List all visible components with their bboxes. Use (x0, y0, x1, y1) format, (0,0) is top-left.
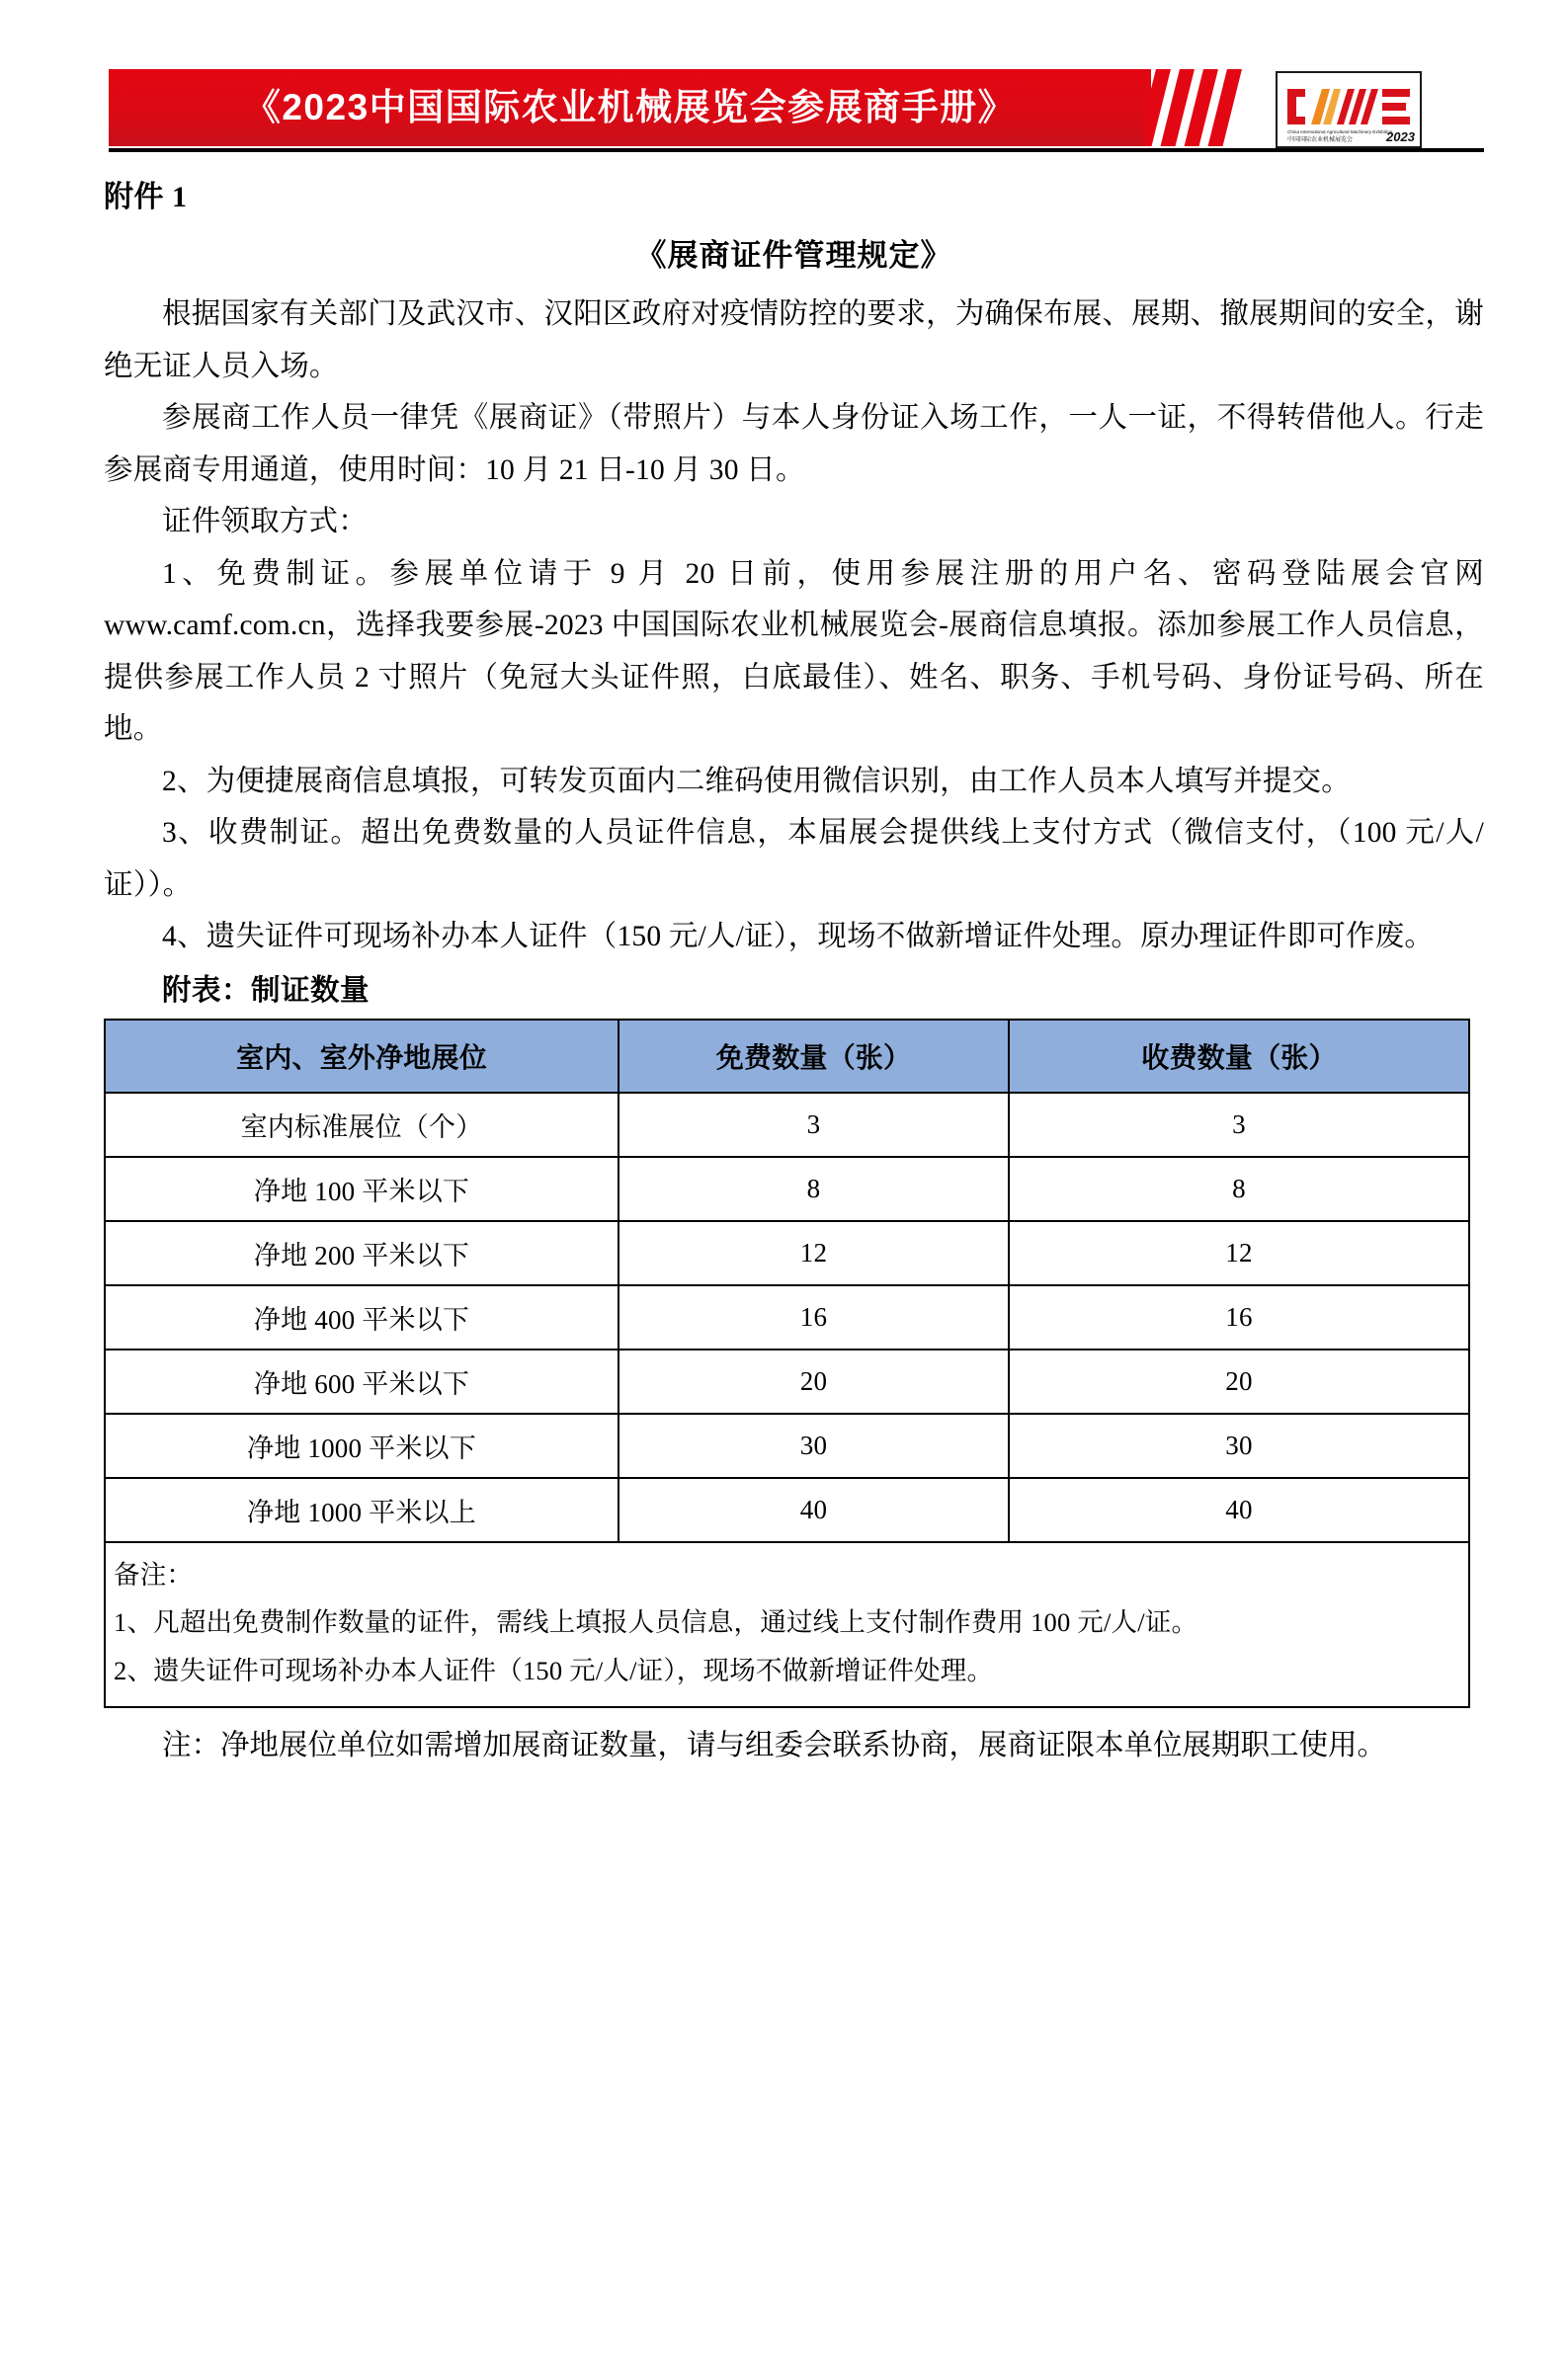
cell-booth-type: 室内标准展位（个） (105, 1093, 619, 1157)
paragraph-item-1: 1、免费制证。参展单位请于 9 月 20 日前，使用参展注册的用户名、密码登陆展会官网 www.camf.com.cn，选择我要参展-2023 中国国际农业机械展览会-展商信息填报。添加参展工作人员信息，提供参展工作人员 2 寸照片（免冠大头证件照，白底最佳）、姓名、职务、手机号码、身份证号码、所在地。 (104, 557, 1484, 745)
cell-booth-type: 净地 200 平米以下 (105, 1221, 619, 1285)
cell-free-count: 30 (619, 1414, 1009, 1478)
cell-paid-count: 8 (1009, 1157, 1469, 1221)
table-caption: 附表：制证数量 (162, 974, 371, 1007)
table-row (105, 1093, 1469, 1157)
table-header-row (105, 1020, 1469, 1093)
cell-free-count: 8 (619, 1157, 1009, 1221)
table-row (105, 1285, 1469, 1350)
table-notes-cell (105, 1542, 1469, 1708)
final-note: 注：净地展位单位如需增加展商证数量，请与组委会联系协商，展商证限本单位展期职工使用。 (162, 1730, 1387, 1762)
logo-year: 2023 (1386, 129, 1415, 144)
paragraph-1: 根据国家有关部门及武汉市、汉阳区政府对疫情防控的要求，为确保布展、展期、撤展期间的安全，谢绝无证人员入场。 (104, 298, 1484, 382)
notes-title: 备注： (114, 1559, 194, 1590)
cell-paid-count: 30 (1009, 1414, 1469, 1478)
paragraph-item-4: 4、遗失证件可现场补办本人证件（150 元/人/证），现场不做新增证件处理。原办理证件即可作废。 (162, 921, 1435, 952)
header-banner (109, 69, 1215, 146)
header-divider (109, 148, 1484, 152)
cell-booth-type: 净地 600 平米以下 (105, 1350, 619, 1414)
cell-paid-count: 16 (1009, 1285, 1469, 1350)
notes-item-2: 2、遗失证件可现场补办本人证件（150 元/人/证），现场不做新增证件处理。 (114, 1656, 994, 1686)
logo-tagline-cn: 中国国际农业机械展览会 (1287, 137, 1354, 143)
column-header-booth-type: 室内、室外净地展位 (105, 1020, 619, 1093)
document-body (104, 183, 1484, 1772)
table-row (105, 1157, 1469, 1221)
notes-item-1: 1、凡超出免费制作数量的证件，需线上填报人员信息，通过线上支付制作费用 100 元/人/证。 (114, 1607, 1198, 1638)
cell-free-count: 20 (619, 1350, 1009, 1414)
banner-title: 《2023中国国际农业机械展览会参展商手册》 (243, 87, 1017, 127)
column-header-free-count: 免费数量（张） (619, 1020, 1009, 1093)
paragraph-item-3: 3、收费制证。超出免费数量的人员证件信息，本届展会提供线上支付方式（微信支付，（100 元/人/证））。 (104, 817, 1484, 901)
banner-diagonal-stripes-icon (1144, 69, 1243, 146)
cell-paid-count: 20 (1009, 1350, 1469, 1414)
cell-free-count: 40 (619, 1478, 1009, 1542)
camf-logo (1276, 71, 1422, 148)
cell-booth-type: 净地 100 平米以下 (105, 1157, 619, 1221)
cell-paid-count: 3 (1009, 1093, 1469, 1157)
column-header-paid-count: 收费数量（张） (1009, 1020, 1469, 1093)
table-row (105, 1221, 1469, 1285)
paragraph-item-2: 2、为便捷展商信息填报，可转发页面内二维码使用微信识别，由工作人员本人填写并提交。 (162, 765, 1351, 797)
paragraph-collection-methods: 证件领取方式： (162, 506, 368, 537)
certificate-quantity-table (104, 1019, 1470, 1709)
cell-free-count: 12 (619, 1221, 1009, 1285)
table-row (105, 1478, 1469, 1542)
table-row (105, 1350, 1469, 1414)
page-header (0, 0, 1568, 163)
cell-free-count: 16 (619, 1285, 1009, 1350)
cell-paid-count: 40 (1009, 1478, 1469, 1542)
attachment-label: 附件 1 (104, 181, 188, 213)
table-row (105, 1414, 1469, 1478)
logo-tagline-en: China International Agricultural Machinery Exhibition (1287, 129, 1393, 134)
paragraph-2: 参展商工作人员一律凭《展商证》（带照片）与本人身份证入场工作，一人一证，不得转借他人。行走参展商专用通道，使用时间：10 月 21 日-10 月 30 日。 (104, 402, 1484, 486)
cell-free-count: 3 (619, 1093, 1009, 1157)
page-title: 《展商证件管理规定》 (635, 238, 952, 273)
cell-booth-type: 净地 1000 平米以上 (105, 1478, 619, 1542)
cell-booth-type: 净地 400 平米以下 (105, 1285, 619, 1350)
table-notes-row (105, 1542, 1469, 1708)
cell-paid-count: 12 (1009, 1221, 1469, 1285)
cell-booth-type: 净地 1000 平米以下 (105, 1414, 619, 1478)
